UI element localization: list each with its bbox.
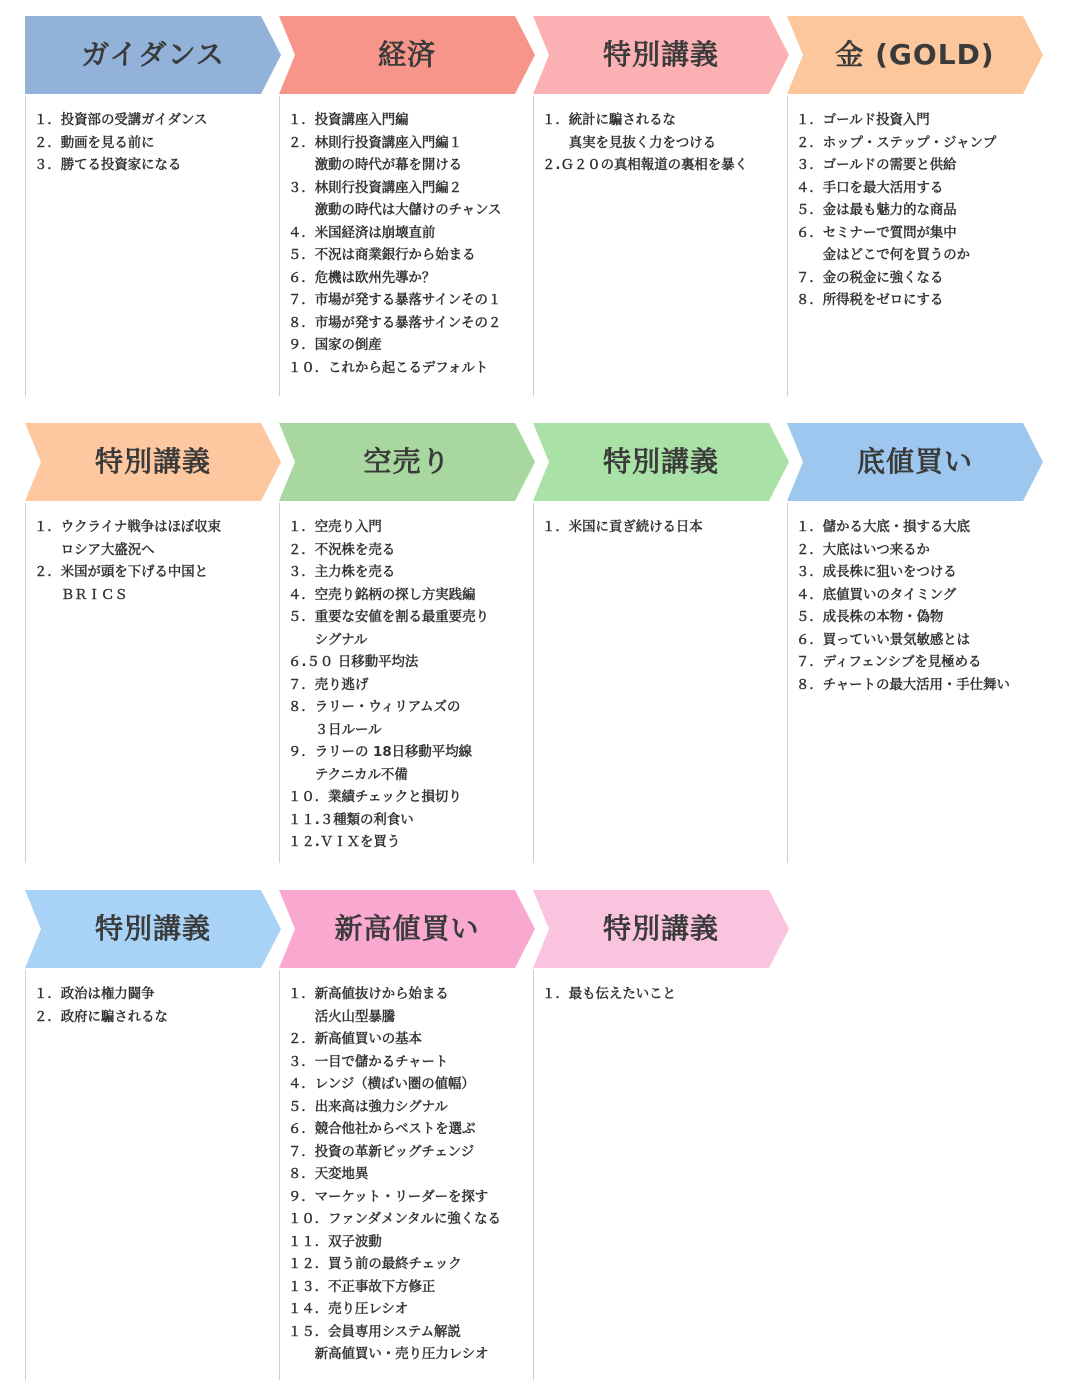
- lesson-item[interactable]: ２．不況株を売る: [288, 542, 396, 558]
- section-title: 特別講義: [94, 445, 211, 478]
- lesson-list-short-selling: [279, 503, 533, 863]
- lesson-item[interactable]: ２．ホップ・ステップ・ジャンプ: [796, 135, 997, 151]
- lesson-list-bottom-buying: [787, 503, 1048, 863]
- lesson-item[interactable]: １．投資講座入門編: [288, 113, 409, 128]
- lesson-item[interactable]: ３．ゴールドの需要と供給: [796, 158, 957, 173]
- lesson-item-continued: 真実を見抜く力をつける: [542, 135, 717, 151]
- lesson-item[interactable]: ８．ラリー・ウィリアムズの: [288, 700, 461, 715]
- lesson-item[interactable]: １０．これから起こるデフォルト: [288, 360, 489, 376]
- lesson-item[interactable]: １．ゴールド投資入門: [796, 113, 930, 128]
- section-title: 経済: [377, 38, 436, 71]
- section-title: 底値買い: [856, 445, 973, 478]
- section-header-guidance: [25, 16, 281, 94]
- lesson-item[interactable]: ６．買っていい景気敏感とは: [796, 632, 971, 648]
- section-header-special-lecture: [25, 890, 281, 968]
- section-title: ガイダンス: [81, 38, 225, 71]
- section-title: 特別講義: [602, 445, 719, 478]
- lesson-item-continued: 激動の時代は大儲けのチャンス: [288, 203, 502, 218]
- lesson-item[interactable]: ９．国家の倒産: [288, 338, 382, 353]
- lesson-item[interactable]: １．ウクライナ戦争はほぼ収束: [34, 520, 222, 535]
- section-header-special-lecture: [533, 423, 789, 501]
- lesson-item-continued: 活火山型暴騰: [288, 1009, 396, 1025]
- lesson-item[interactable]: ４．手口を最大活用する: [796, 180, 944, 196]
- section-title: 新高値買い: [334, 912, 480, 945]
- section-title: 空売り: [363, 445, 451, 478]
- lesson-item[interactable]: ６．危機は欧州先導か？: [288, 270, 436, 286]
- lesson-item-continued: ３日ルール: [288, 722, 382, 738]
- lesson-item[interactable]: １１．双子波動: [288, 1234, 382, 1250]
- lesson-item-continued: 激動の時代が幕を開ける: [288, 158, 463, 173]
- lesson-item[interactable]: ８．天変地異: [288, 1167, 369, 1182]
- lesson-item[interactable]: １．米国に貢ぎ続ける日本: [542, 520, 703, 535]
- lesson-item[interactable]: ４．底値買いのタイミング: [796, 587, 957, 603]
- lesson-item[interactable]: ８．市場が発する暴落サインその２: [288, 315, 502, 331]
- lesson-item[interactable]: ４．レンジ（横ばい圏の値幅）: [288, 1077, 475, 1092]
- lesson-item[interactable]: ２．大底はいつ来るか: [796, 542, 930, 558]
- lesson-item[interactable]: ９．マーケット・リーダーを探す: [288, 1189, 489, 1205]
- section-title: 特別講義: [94, 912, 211, 945]
- lesson-item[interactable]: ５．金は最も魅力的な商品: [796, 203, 957, 218]
- section-header-special-lecture: [533, 890, 789, 968]
- lesson-list-special-lecture: [533, 96, 787, 396]
- lesson-item[interactable]: １．儲かる大底・損する大底: [796, 520, 971, 535]
- lesson-item[interactable]: ２．新高値買いの基本: [288, 1032, 422, 1047]
- lesson-list-new-high-buying: [279, 970, 533, 1380]
- lesson-item[interactable]: ４．空売り銘柄の探し方実践編: [288, 587, 476, 603]
- lesson-item[interactable]: １．統計に騙されるな: [542, 113, 676, 128]
- lesson-item[interactable]: ２．林則行投資講座入門編１: [288, 135, 463, 151]
- section-header-economy: [279, 16, 535, 94]
- lesson-item[interactable]: １．最も伝えたいこと: [542, 987, 676, 1002]
- lesson-list-economy: [279, 96, 533, 396]
- lesson-item[interactable]: １３．不正事故下方修正: [288, 1279, 436, 1295]
- lesson-item[interactable]: ８．所得税をゼロにする: [796, 293, 944, 308]
- lesson-list-guidance: [25, 96, 279, 396]
- lesson-item[interactable]: １．政治は権力闘争: [34, 987, 155, 1002]
- lesson-item[interactable]: ５．重要な安値を割る最重要売り: [288, 610, 489, 625]
- lesson-item-continued: テクニカル不備: [288, 767, 408, 783]
- section-header-special-lecture: [533, 16, 789, 94]
- lesson-item-continued: 金はどこで何を買うのか: [796, 248, 971, 263]
- lesson-item[interactable]: １０．ファンダメンタルに強くなる: [288, 1212, 501, 1227]
- lesson-item[interactable]: ７．ディフェンシブを見極める: [796, 655, 982, 670]
- lesson-item[interactable]: １２.ＶＩＸを買う: [288, 835, 401, 850]
- lesson-item[interactable]: １．空売り入門: [288, 520, 382, 535]
- lesson-item-continued: 新高値買い・売り圧力レシオ: [288, 1347, 489, 1362]
- lesson-item[interactable]: ２.Ｇ２０の真相報道の裏相を暴く: [542, 158, 748, 173]
- section-header-special-lecture: [25, 423, 281, 501]
- lesson-list-special-lecture: [25, 503, 279, 863]
- lesson-list-special-lecture: [533, 503, 787, 863]
- section-header-short-selling: [279, 423, 535, 501]
- lesson-item[interactable]: ２．動画を見る前に: [34, 135, 155, 151]
- lesson-item[interactable]: １．新高値抜けから始まる: [288, 987, 449, 1002]
- lesson-item[interactable]: ６.５０ 日移動平均法: [288, 655, 419, 670]
- lesson-item-continued: ロシア大盛況へ: [34, 542, 155, 558]
- lesson-item[interactable]: １４．売り圧レシオ: [288, 1302, 409, 1317]
- lesson-item[interactable]: ９．ラリーの 18日移動平均線: [288, 745, 472, 760]
- lesson-item[interactable]: ５．不況は商業銀行から始まる: [288, 248, 476, 263]
- lesson-item[interactable]: ２．政府に騙されるな: [34, 1009, 168, 1025]
- lesson-item[interactable]: ２．米国が頭を下げる中国と: [34, 565, 209, 580]
- section-title: 特別講義: [602, 38, 719, 71]
- section-header-bottom-buying: [787, 423, 1043, 501]
- section-header-new-high-buying: [279, 890, 535, 968]
- lesson-item[interactable]: ７．金の税金に強くなる: [796, 270, 944, 286]
- lesson-item[interactable]: ６．セミナーで質問が集中: [796, 225, 957, 241]
- section-title: 金 (GOLD): [835, 38, 995, 71]
- lesson-item[interactable]: ３．一目で儲かるチャート: [288, 1054, 449, 1070]
- lesson-item[interactable]: ４．米国経済は崩壊直前: [288, 225, 436, 241]
- section-header-gold: [787, 16, 1043, 94]
- lesson-list-special-lecture: [533, 970, 787, 1380]
- lesson-item[interactable]: １０．業績チェックと損切り: [288, 790, 462, 805]
- lesson-item[interactable]: １５．会員専用システム解説: [288, 1324, 461, 1340]
- lesson-item[interactable]: ５．出来高は強力シグナル: [288, 1099, 448, 1115]
- lesson-item[interactable]: ５．成長株の本物・偽物: [796, 610, 944, 625]
- lesson-item[interactable]: ３．勝てる投資家になる: [34, 158, 182, 173]
- lesson-item[interactable]: ７．市場が発する暴落サインその１: [288, 293, 502, 308]
- lesson-list-gold: [787, 96, 1048, 396]
- lesson-item[interactable]: ７．投資の革新ビッグチェンジ: [288, 1144, 475, 1160]
- lesson-item[interactable]: ３．主力株を売る: [288, 565, 396, 580]
- lesson-item[interactable]: ８．チャートの最大活用・手仕舞い: [796, 677, 1010, 693]
- lesson-item[interactable]: １２．買う前の最終チェック: [288, 1257, 462, 1272]
- lesson-item[interactable]: １１.３種類の利食い: [288, 812, 414, 828]
- section-title: 特別講義: [602, 912, 719, 945]
- lesson-item-continued: シグナル: [288, 632, 368, 648]
- lesson-item[interactable]: ７．売り逃げ: [288, 677, 369, 693]
- lesson-item[interactable]: ３．林則行投資講座入門編２: [288, 180, 463, 196]
- lesson-item[interactable]: ６．競合他社からベストを選ぶ: [288, 1122, 476, 1137]
- lesson-item[interactable]: １．投資部の受講ガイダンス: [34, 113, 208, 128]
- lesson-item-continued: ＢＲＩＣＳ: [34, 587, 128, 603]
- lesson-list-special-lecture: [25, 970, 279, 1380]
- lesson-item[interactable]: ３．成長株に狙いをつける: [796, 565, 957, 580]
